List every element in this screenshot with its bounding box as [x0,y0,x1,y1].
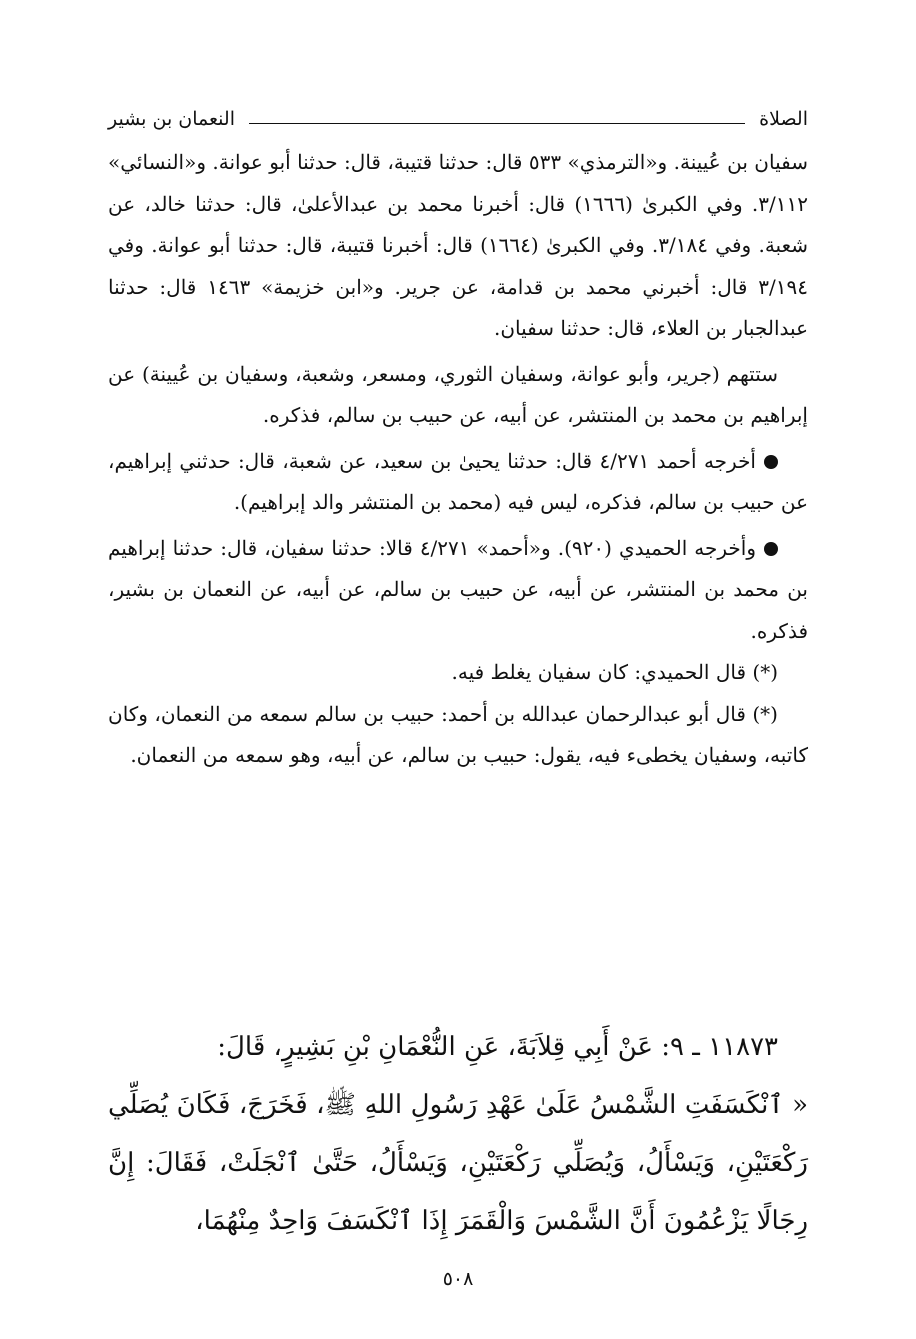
bullet-icon [764,455,778,469]
page-number: ٥٠٨ [442,1268,474,1290]
paragraph-sources: سفيان بن عُيينة. و«الترمذي» ٥٣٣ قال: حدثنا قتيبة، قال: حدثنا أبو عوانة. و«النسائي» ٣/١١٢. وفي الكبرىٰ (١٦٦٦) قال: أخبرنا محمد بن عبدالأعلىٰ، قال: حدثنا خالد، عن شعبة. وفي ٣/١٨٤. وفي الكبرىٰ (١٦٦٤) قال: أخبرنا قتيبة، قال: حدثنا أبو عوانة. وفي ٣/١٩٤ قال: أخبرني محمد بن قدامة، عن جرير. و«ابن خزيمة» ١٤٦٣ قال: حدثنا عبدالجبار بن العلاء، قال: حدثنا سفيان. [108,150,809,340]
hadith-number: ١١٨٧٣ ـ ٩: [661,1032,778,1062]
paragraph-ahmad-text: أخرجه أحمد ٤/٢٧١ قال: حدثنا يحيىٰ بن سعيد، عن شعبة، قال: حدثني إبراهيم، عن حبيب بن سالم، فذكره، ليس فيه (محمد بن المنتشر والد إبراهيم). [108,448,808,514]
hadith-heading [108,1018,808,1076]
hadith-isnad: عَنْ أَبِي قِلاَبَةَ، عَنِ النُّعْمَانِ بْنِ بَشِيرٍ، قَالَ: [217,1032,654,1062]
running-header [108,104,808,134]
paragraph-summary: ستتهم (جرير، وأبو عوانة، وسفيان الثوري، ومسعر، وشعبة، وسفيان بن عُيينة) عن إبراهيم بن محمد بن المنتشر، عن أبيه، عن حبيب بن سالم، فذكره. [108,361,808,427]
header-rule [249,123,745,124]
hadith-text [108,1018,808,1250]
paragraph-ahmad [108,441,808,524]
bullet-icon [764,542,778,556]
commentary-text [108,142,808,777]
chapter-title: الصلاة [759,108,808,130]
hadith-matn: « ٱنْكَسَفَتِ الشَّمْسُ عَلَىٰ عَهْدِ رَسُولِ اللهِ ﷺ، فَخَرَجَ، فَكَانَ يُصَلِّي رَكْعَتَيْنِ، وَيَسْأَلُ، وَيُصَلِّي رَكْعَتَيْنِ، وَيَسْأَلُ، حَتَّىٰ ٱنْجَلَتْ، فَقَالَ: إِنَّ رِجَالًا يَزْعُمُونَ أَنَّ الشَّمْسَ وَالْقَمَرَ إِذَا ٱنْكَسَفَ وَاحِدٌ مِنْهُمَا، [108,1090,808,1236]
paragraph-humaydi [108,528,808,653]
note-abdullah: (*) قال أبو عبدالرحمان عبدالله بن أحمد: حبيب بن سالم سمعه من النعمان، وكان كاتبه، وسفيان يخطىء فيه، يقول: حبيب بن سالم، عن أبيه، وهو سمعه من النعمان. [108,701,808,767]
paragraph-humaydi-text: وأخرجه الحميدي (٩٢٠). و«أحمد» ٤/٢٧١ قالا: حدثنا سفيان، قال: حدثنا إبراهيم بن محمد بن المنتشر، عن أبيه، عن حبيب بن سالم، عن أبيه، عن النعمان بن بشير، فذكره. [108,535,808,643]
subject-title: النعمان بن بشير [108,108,235,130]
note-humaydi: (*) قال الحميدي: كان سفيان يغلط فيه. [451,660,778,684]
